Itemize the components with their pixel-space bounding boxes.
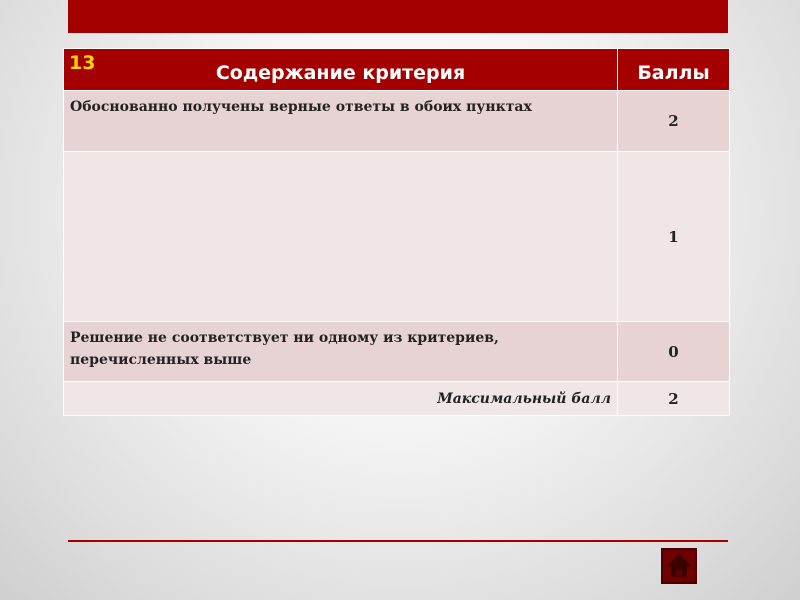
header-score-label: Баллы bbox=[637, 61, 710, 84]
criterion-score: 2 bbox=[618, 91, 730, 152]
criterion-text: Решение не соответствует ни одному из критериев, перечисленных выше bbox=[64, 322, 618, 382]
criterion-score: 0 bbox=[618, 322, 730, 382]
criterion-score: 1 bbox=[618, 152, 730, 322]
criteria-table bbox=[63, 48, 730, 416]
table-row bbox=[64, 322, 730, 382]
header-content-cell bbox=[64, 49, 618, 91]
header-score-cell bbox=[618, 49, 730, 91]
max-score-label: Максимальный балл bbox=[64, 382, 618, 416]
criterion-text: Обоснованно получены верные ответы в обоих пунктах bbox=[64, 91, 618, 152]
table-row bbox=[64, 152, 730, 322]
table-row-max bbox=[64, 382, 730, 416]
task-number: 13 bbox=[69, 52, 96, 74]
home-button[interactable] bbox=[661, 548, 697, 584]
bottom-divider bbox=[68, 540, 728, 542]
top-banner bbox=[68, 0, 728, 33]
max-score-value: 2 bbox=[618, 382, 730, 416]
header-content-label: Содержание критерия bbox=[215, 61, 466, 84]
table-row bbox=[64, 91, 730, 152]
home-icon bbox=[663, 550, 695, 582]
table-header-row bbox=[64, 49, 730, 91]
criterion-text bbox=[64, 152, 618, 322]
